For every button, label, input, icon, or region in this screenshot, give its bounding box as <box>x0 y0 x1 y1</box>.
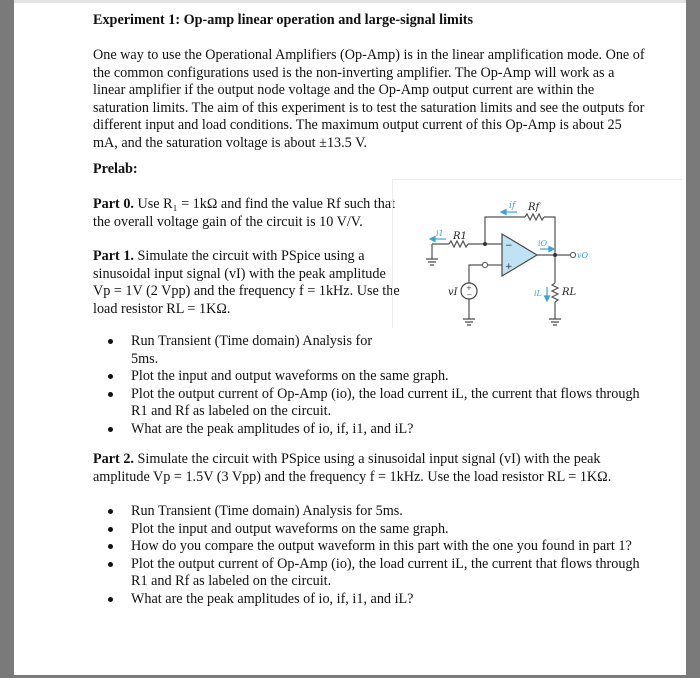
opamp-minus-sign: − <box>505 241 513 251</box>
rl-label: RL <box>562 287 577 298</box>
part1-bullet-list <box>93 333 640 438</box>
list-item: Plot the output current of Op-Amp (io), the load current iL, the current that flows through R1 and Rf as labeled on the circuit. <box>93 556 640 591</box>
part1-line: Simulate the circuit with PSpice using a <box>133 248 365 264</box>
ground-icon <box>549 319 561 325</box>
intro-line: linear amplifier if the output node voltage and the Op-Amp output current are within the <box>93 82 595 98</box>
part1-line: sinusoidal input signal (vI) with the peak amplitude <box>93 265 386 282</box>
rl-resistor <box>552 283 558 302</box>
junction-dot <box>553 253 557 257</box>
input-terminal <box>482 262 487 267</box>
intro-line: the common configurations used is the non-inverting amplifier. The Op-Amp will work as a <box>93 64 615 81</box>
part2-paragraph <box>93 451 611 486</box>
intro-line: One way to use the Operational Amplifiers (Op-Amp) is in the linear amplification mode. One of <box>93 47 645 63</box>
source-minus: − <box>466 291 473 299</box>
source-plus: + <box>466 284 472 292</box>
il-label: iL <box>534 289 542 298</box>
junction-dot <box>483 242 487 246</box>
part2-label: Part 2. <box>93 451 134 467</box>
part2-line: Simulate the circuit with PSpice using a sinusoidal input signal (vI) with the peak <box>133 451 601 467</box>
list-item: How do you compare the output waveform in this part with the one you found in part 1? <box>93 538 640 556</box>
list-item: Plot the output current of Op-Amp (io), the load current iL, the current that flows through R1 and Rf as labeled on the circuit. <box>93 386 640 421</box>
list-item: Plot the input and output waveforms on the same graph. <box>93 521 640 539</box>
io-label: iO <box>538 239 548 248</box>
part2-line: amplitude Vp = 1.5V (3 Vpp) and the frequency f = 1kHz. Use the load resistor RL = 1KΩ. <box>93 468 612 485</box>
page-title: Experiment 1: Op-amp linear operation and large-signal limits <box>93 12 474 28</box>
list-item: What are the peak amplitudes of io, if, i1, and iL? <box>93 591 640 609</box>
rf-resistor <box>525 214 544 220</box>
part2-bullet-list <box>93 503 640 608</box>
prelab-heading: Prelab: <box>93 161 138 177</box>
output-terminal <box>570 252 575 257</box>
vo-label: vO <box>577 251 589 260</box>
part1-line: Vp = 1V (2 Vpp) and the frequency f = 1kHz. Use the <box>93 283 400 299</box>
part1-label: Part 1. <box>93 248 134 264</box>
list-item: Run Transient (Time domain) Analysis for 5ms. <box>93 333 640 368</box>
ground-icon <box>463 319 475 325</box>
rf-label: Rf <box>528 202 540 213</box>
intro-line: mA, and the saturation voltage is about ±13.5 V. <box>93 134 368 151</box>
part0-label: Part 0. <box>93 196 134 212</box>
document-page <box>14 0 686 675</box>
ground-icon <box>426 259 438 265</box>
list-item: Run Transient (Time domain) Analysis for 5ms. <box>93 503 640 521</box>
list-item: Plot the input and output waveforms on the same graph. <box>93 368 640 386</box>
list-item: What are the peak amplitudes of io, if, i1, and iL? <box>93 421 640 439</box>
part0-line: Use R₁ = 1kΩ and find the value Rf such that <box>133 196 396 212</box>
r1-label: R1 <box>453 231 467 242</box>
opamp-plus-sign: + <box>505 262 513 272</box>
if-label: if <box>509 201 516 211</box>
intro-line: saturation limits. The aim of this experiment is to test the saturation limits and see the outputs for <box>93 99 645 116</box>
intro-line: different input and load conditions. The maximum output current of this Op-Amp is about 25 <box>93 117 622 133</box>
part1-line: load resistor RL = 1KΩ. <box>93 300 231 317</box>
part0-line: the overall voltage gain of the circuit is 10 V/V. <box>93 213 363 230</box>
i1-label: i1 <box>436 229 444 238</box>
vi-label: vI <box>448 287 458 298</box>
